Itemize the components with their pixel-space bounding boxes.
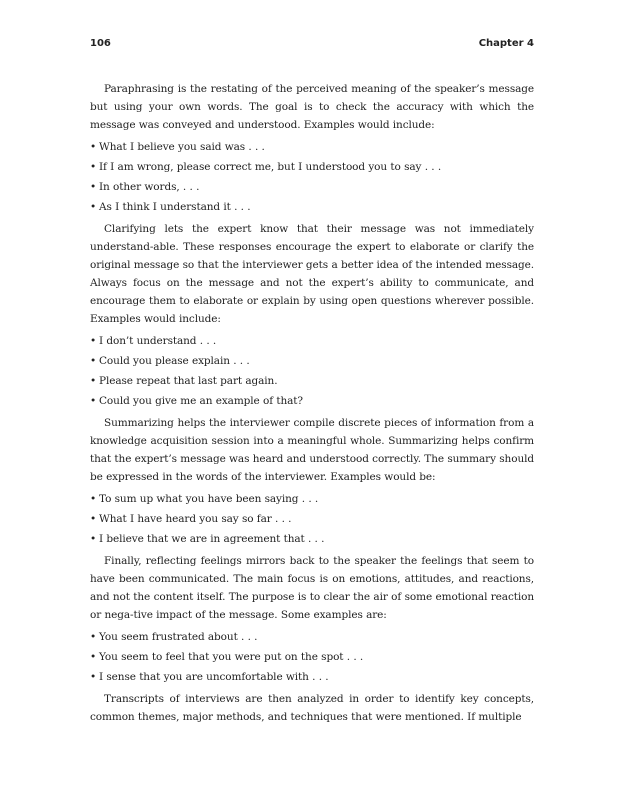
- list-item: • I believe that we are in agreement that . . .: [90, 531, 534, 548]
- list-item: • Could you please explain . . .: [90, 353, 534, 370]
- list-item: • What I have heard you say so far . . .: [90, 511, 534, 528]
- list-item: • Please repeat that last part again.: [90, 373, 534, 390]
- paragraph-paraphrasing: Paraphrasing is the restating of the perceived meaning of the speaker’s message but using your own words. The goal is to check the accuracy with which the message was conveyed and understood. Examples would include:: [90, 83, 534, 131]
- list-item: • As I think I understand it . . .: [90, 199, 534, 216]
- list-item: • I sense that you are uncomfortable with . . .: [90, 669, 534, 686]
- paragraph-summarizing: Summarizing helps the interviewer compile discrete pieces of information from a knowledge acquisition session into a meaningful whole. Summarizing helps confirm that the expert’s message was heard and understood correctly. The summary should be expressed in the words of the interviewer. Examples would be:: [90, 417, 534, 483]
- paragraph-transcripts: Transcripts of interviews are then analyzed in order to identify key concepts, common themes, major methods, and techniques that were mentioned. If multiple: [90, 693, 534, 723]
- paragraph-reflecting: Finally, reflecting feelings mirrors back to the speaker the feelings that seem to have been communicated. The main focus is on emotions, attitudes, and reactions, and not the content itself. The purpose is to clear the air of some emotional reaction or nega-tive impact of the message. Some examples are:: [90, 555, 534, 621]
- running-head: [90, 38, 534, 49]
- list-item: • You seem frustrated about . . .: [90, 629, 534, 646]
- book-page: [90, 38, 534, 731]
- chapter-title: Chapter 4: [478, 38, 534, 49]
- list-item: • Could you give me an example of that?: [90, 393, 534, 410]
- examples-list-reflecting: [90, 629, 534, 686]
- examples-list-clarifying: [90, 333, 534, 410]
- list-item: • You seem to feel that you were put on the spot . . .: [90, 649, 534, 666]
- examples-list-paraphrasing: [90, 139, 534, 216]
- paragraph-clarifying: Clarifying lets the expert know that their message was not immediately understand-able. These responses encourage the expert to elaborate or clarify the original message so that the interviewer gets a better idea of the intended message. Always focus on the message and not the expert’s ability to communicate, and encourage them to elaborate or explain by using open questions wherever possible. Examples would include:: [90, 223, 534, 325]
- body-text: [90, 80, 534, 726]
- examples-list-summarizing: [90, 491, 534, 548]
- list-item: • To sum up what you have been saying . . .: [90, 491, 534, 508]
- list-item: • In other words, . . .: [90, 179, 534, 196]
- list-item: • I don’t understand . . .: [90, 333, 534, 350]
- list-item: • What I believe you said was . . .: [90, 139, 534, 156]
- page-number: 106: [90, 38, 111, 49]
- list-item: • If I am wrong, please correct me, but I understood you to say . . .: [90, 159, 534, 176]
